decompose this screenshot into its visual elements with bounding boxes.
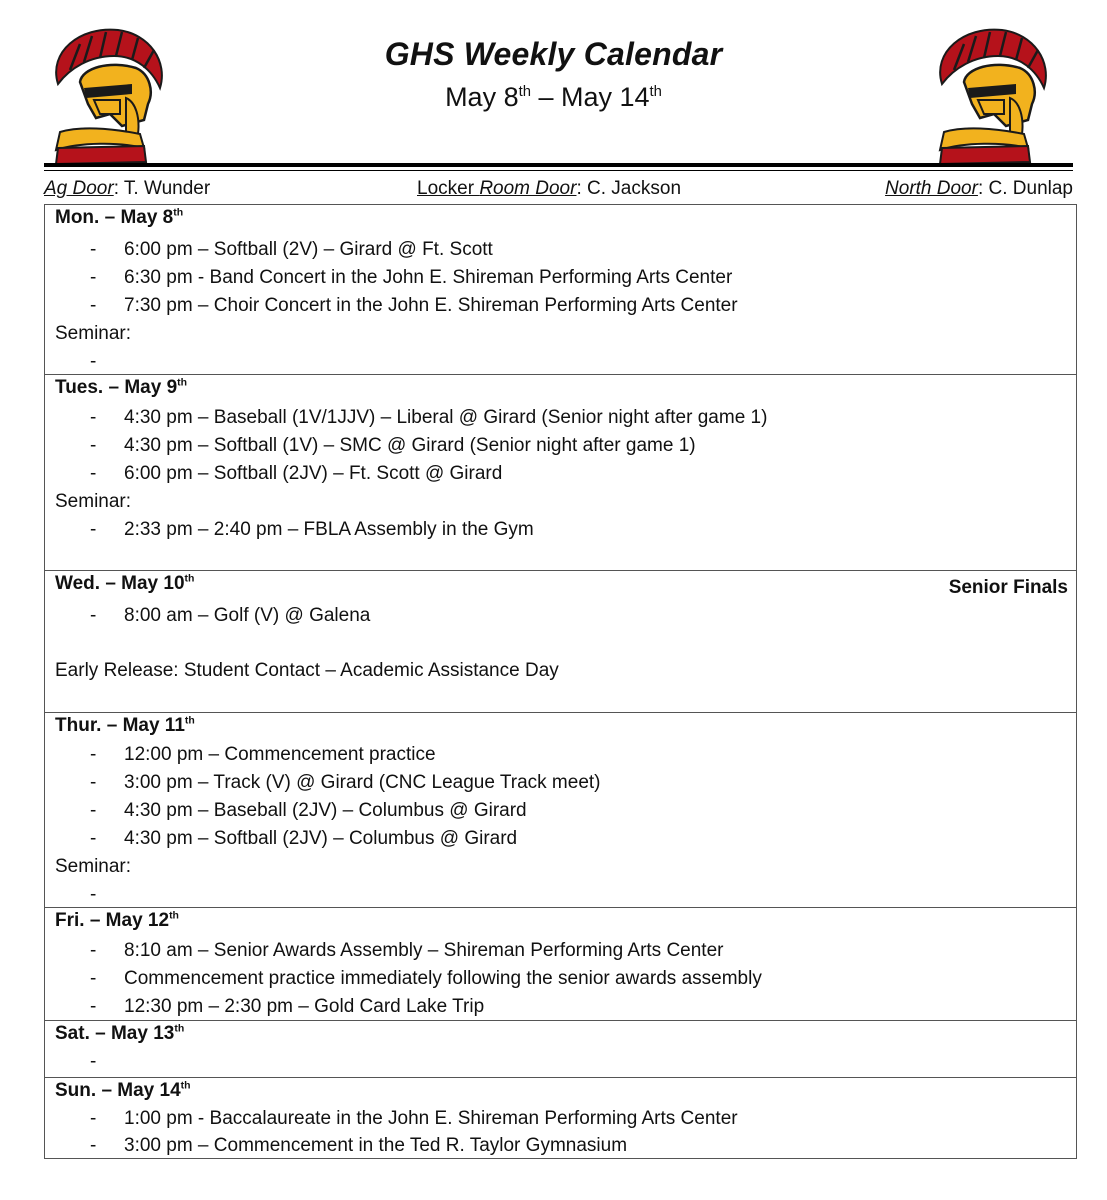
event-text: 12:30 pm – 2:30 pm – Gold Card Lake Trip	[124, 996, 485, 1017]
date-range	[0, 82, 1107, 113]
day-heading	[55, 910, 179, 932]
day-heading	[55, 377, 187, 399]
day-heading-sup: th	[174, 1023, 185, 1035]
header-rule	[44, 163, 1073, 167]
day-section-saturday: Sat. – May 13th -	[45, 1020, 1076, 1077]
date-range-end-sup: th	[649, 84, 662, 100]
event-text: 8:00 am – Golf (V) @ Galena	[124, 605, 371, 626]
event-text: 3:00 pm – Track (V) @ Girard (CNC League Track meet)	[124, 772, 601, 793]
door-assignment-ag	[44, 178, 210, 200]
date-range-start-sup: th	[518, 84, 531, 100]
door-label: Locker	[417, 178, 480, 199]
event-text: 6:00 pm – Softball (2V) – Girard @ Ft. Scott	[124, 239, 493, 260]
day-heading	[55, 1023, 184, 1045]
day-note: Senior Finals	[948, 577, 1068, 598]
day-heading	[55, 715, 195, 737]
event-text: 4:30 pm – Softball (1V) – SMC @ Girard (Senior night after game 1)	[124, 435, 696, 456]
event-text: 8:10 am – Senior Awards Assembly – Shireman Performing Arts Center	[124, 940, 724, 961]
date-range-start: May 8	[445, 82, 519, 112]
seminar-label: Seminar:	[55, 856, 132, 877]
event-text: 12:00 pm – Commencement practice	[124, 744, 436, 765]
event-text: 4:30 pm – Baseball (2JV) – Columbus @ Girard	[124, 800, 527, 821]
page-title: GHS Weekly Calendar	[384, 36, 723, 72]
day-section-wednesday: Wed. – May 10th Senior Finals - 8:00 am – Golf (V) @ Galena Early Release: Student Contact – Academic Assistance Day	[45, 570, 1076, 712]
door-label: Ag Door	[44, 178, 114, 199]
event-text: 4:30 pm – Softball (2JV) – Columbus @ Girard	[124, 828, 518, 849]
day-heading-text: Thur. – May 11	[55, 715, 185, 736]
door-label: North Door	[885, 178, 978, 199]
day-section-sunday: Sun. – May 14th - 1:00 pm - Baccalaureate in the John E. Shireman Performing Arts Center - 3:00 pm – Commencement in the Ted R. Taylor Gymnasium	[45, 1077, 1076, 1158]
date-range-sep: – May 14	[530, 82, 650, 112]
door-staff: : C. Jackson	[576, 178, 682, 199]
day-heading-text: Fri. – May 12	[55, 910, 170, 931]
day-section-tuesday: Tues. – May 9th - 4:30 pm – Baseball (1V/1JJV) – Liberal @ Girard (Senior night after game 1) - 4:30 pm – Softball (1V) – SMC @ Girard (Senior night after game 1) - 6:00 pm – Softball (2JV) – Ft. Scott @ Girard Seminar: - 2:33 pm – 2:40 pm – FBLA Assembly in the Gym	[45, 374, 1076, 570]
door-assignment-north	[885, 178, 1073, 200]
day-heading-sup: th	[177, 377, 188, 389]
day-heading	[55, 573, 194, 595]
day-heading-sup: th	[184, 715, 195, 727]
event-text: 2:33 pm – 2:40 pm – FBLA Assembly in the Gym	[124, 519, 534, 540]
event-text: 3:00 pm – Commencement in the Ted R. Taylor Gymnasium	[124, 1135, 628, 1156]
event-text: Commencement practice immediately following the senior awards assembly	[124, 968, 762, 989]
day-heading-sup: th	[184, 573, 195, 585]
day-heading	[55, 1080, 191, 1102]
day-section-thursday: Thur. – May 11th - 12:00 pm – Commencement practice - 3:00 pm – Track (V) @ Girard (CNC League Track meet) - 4:30 pm – Baseball (2JV) – Columbus @ Girard - 4:30 pm – Softball (2JV) – Columbus @ Girard Seminar: -	[45, 712, 1076, 907]
day-heading-text: Mon. – May 8	[55, 207, 174, 228]
day-heading-text: Tues. – May 9	[55, 377, 178, 398]
event-text: 6:00 pm – Softball (2JV) – Ft. Scott @ Girard	[124, 463, 503, 484]
event-text: 1:00 pm - Baccalaureate in the John E. Shireman Performing Arts Center	[124, 1108, 738, 1129]
early-release-note: Early Release: Student Contact – Academic Assistance Day	[55, 660, 559, 681]
seminar-label: Seminar:	[55, 323, 132, 344]
seminar-label: Seminar:	[55, 491, 132, 512]
day-heading	[55, 207, 183, 229]
door-label-italic: Room Door	[479, 178, 577, 199]
event-text: 4:30 pm – Baseball (1V/1JJV) – Liberal @ Girard (Senior night after game 1)	[124, 407, 768, 428]
day-heading-text: Sat. – May 13	[55, 1023, 175, 1044]
weekly-calendar-table	[44, 204, 1077, 1159]
day-section-friday: Fri. – May 12th - 8:10 am – Senior Awards Assembly – Shireman Performing Arts Center - Commencement practice immediately following the senior awards assembly - 12:30 pm – 2:30 pm – Gold Card Lake Trip	[45, 907, 1076, 1020]
door-staff: : T. Wunder	[113, 178, 211, 199]
header-rule-thin	[44, 170, 1073, 171]
event-text: 7:30 pm – Choir Concert in the John E. Shireman Performing Arts Center	[124, 295, 738, 316]
day-heading-sup: th	[169, 910, 179, 922]
day-heading-text: Wed. – May 10	[55, 573, 185, 594]
door-staff: : C. Dunlap	[977, 178, 1073, 199]
day-section-monday: Mon. – May 8th - 6:00 pm – Softball (2V) – Girard @ Ft. Scott - 6:30 pm - Band Concert in the John E. Shireman Performing Arts Center - 7:30 pm – Choir Concert in the John E. Shireman Performing Arts Center Seminar: -	[55, 207, 738, 372]
day-heading-sup: th	[180, 1080, 191, 1092]
door-assignment-locker-room	[417, 178, 681, 200]
day-heading-text: Sun. – May 14	[55, 1080, 181, 1101]
event-text: 6:30 pm - Band Concert in the John E. Shireman Performing Arts Center	[124, 267, 733, 288]
day-heading-sup: th	[173, 207, 184, 219]
door-assignments	[44, 178, 1073, 202]
